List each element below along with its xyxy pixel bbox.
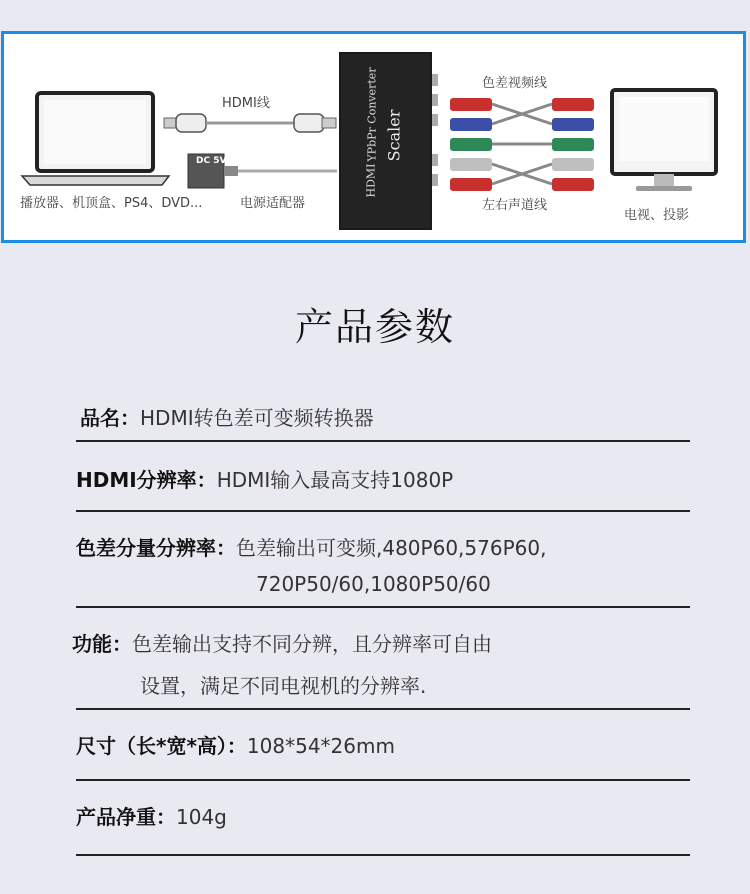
power-adapter-label: 电源适配器 <box>240 196 306 211</box>
spec-value: 108*54*26mm <box>246 734 395 758</box>
divider <box>76 510 690 512</box>
divider <box>76 779 690 781</box>
monitor-icon <box>612 90 716 191</box>
hdmi-cable-icon <box>164 114 336 132</box>
spec-hdmi-resolution <box>76 464 453 493</box>
spec-component-resolution-cont: 720P50/60,1080P50/60 <box>256 572 491 596</box>
spec-function-cont: 设置，满足不同电视机的分辨率. <box>140 674 427 698</box>
spec-label: 产品净重： <box>76 805 176 829</box>
spec-function <box>72 628 492 657</box>
connection-diagram <box>1 31 746 243</box>
hdmi-cable-label: HDMI线 <box>222 96 270 111</box>
device-model-text: YPbPr Converter <box>365 67 379 162</box>
divider <box>76 606 690 608</box>
component-cable-icon <box>450 98 594 191</box>
spec-weight <box>76 801 227 830</box>
spec-label: 功能： <box>72 632 132 656</box>
spec-value: HDMI转色差可变频转换器 <box>140 406 374 430</box>
spec-value: HDMI输入最高支持1080P <box>216 468 454 492</box>
adapter-marking: DC 5V <box>196 156 227 166</box>
spec-value: 色差输出可变频,480P60,576P60, <box>236 536 547 560</box>
spec-product-name <box>80 402 374 431</box>
divider <box>76 854 690 856</box>
spec-component-resolution <box>76 532 546 561</box>
component-cable-label: 色差视频线 <box>482 76 548 91</box>
spec-label: 尺寸（长*宽*高）： <box>76 734 247 758</box>
spec-label: 品名： <box>80 406 140 430</box>
device-scaler-text: Scaler <box>384 109 404 162</box>
spec-value: 色差输出支持不同分辨，且分辨率可自由 <box>132 632 492 656</box>
spec-label: HDMI分辨率： <box>76 468 217 492</box>
device-hdmi-text: HDMI <box>364 163 378 198</box>
output-devices-label: 电视、投影 <box>624 208 690 223</box>
page-title: 产品参数 <box>294 305 455 349</box>
spec-label: 色差分量分辨率： <box>76 536 236 560</box>
spec-value: 104g <box>176 805 227 829</box>
spec-size <box>76 730 395 759</box>
divider <box>76 440 690 442</box>
divider <box>76 708 690 710</box>
audio-cable-label: 左右声道线 <box>482 198 548 213</box>
laptop-icon <box>22 93 169 185</box>
source-devices-label: 播放器、机顶盒、PS4、DVD... <box>20 196 203 211</box>
